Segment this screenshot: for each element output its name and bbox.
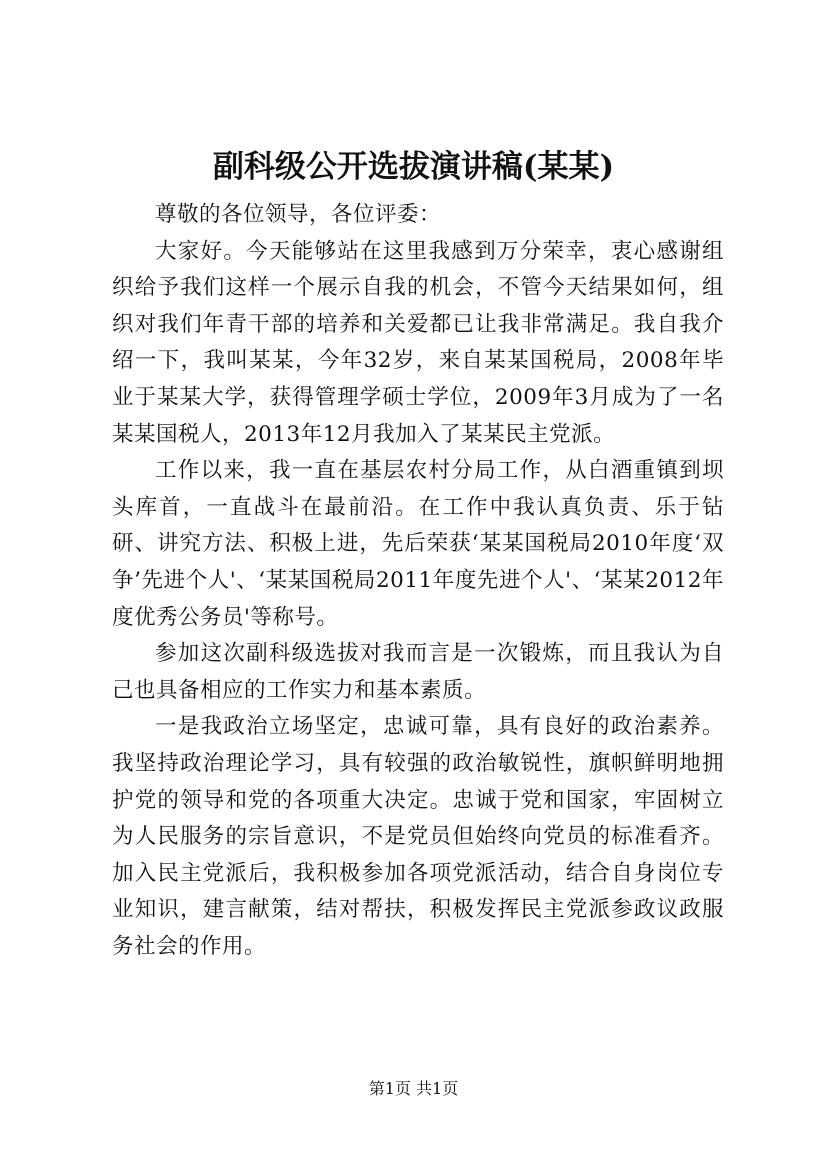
page-number-footer: 第1页 共1页 bbox=[368, 1079, 459, 1098]
document-body bbox=[112, 197, 724, 965]
paragraph-work-experience: 工作以来，我一直在基层农村分局工作，从白酒重镇到坝头库首，一直战斗在最前沿。在工作中我认真负责、乐于钻研、讲究方法、积极上进，先后荣获‘某某国税局2010年度‘双争’先进个人'、‘某某国税局2011年度先进个人'、‘某某2012年度优秀公务员'等称号。 bbox=[112, 458, 724, 630]
greeting: 尊敬的各位领导，各位评委： bbox=[155, 202, 442, 227]
paragraph-intro: 大家好。今天能够站在这里我感到万分荣幸，衷心感谢组织给予我们这样一个展示自我的机会，不管今天结果如何，组织对我们年青干部的培养和关爱都已让我非常满足。我自我介绍一下，我叫某某，今年32岁，来自某某国税局，2008年毕业于某某大学，获得管理学硕士学位，2009年3月成为了一名某某国税人，2013年12月我加入了某某民主党派。 bbox=[112, 238, 724, 447]
paragraph-political-quality: 一是我政治立场坚定，忠诚可靠，具有良好的政治素养。我坚持政治理论学习，具有较强的政治敏锐性，旗帜鲜明地拥护党的领导和党的各项重大决定。忠诚于党和国家，牢固树立为人民服务的宗旨意识，不是党员但始终向党员的标准看齐。加入民主党派后，我积极参加各项党派活动，结合自身岗位专业知识，建言献策，结对帮扶，积极发挥民主党派参政议政服务社会的作用。 bbox=[112, 714, 724, 959]
page-title: 副科级公开选拔演讲稿(某某) bbox=[212, 149, 615, 185]
paragraph-motivation: 参加这次副科级选拔对我而言是一次锻炼，而且我认为自己也具备相应的工作实力和基本素质。 bbox=[112, 641, 724, 703]
